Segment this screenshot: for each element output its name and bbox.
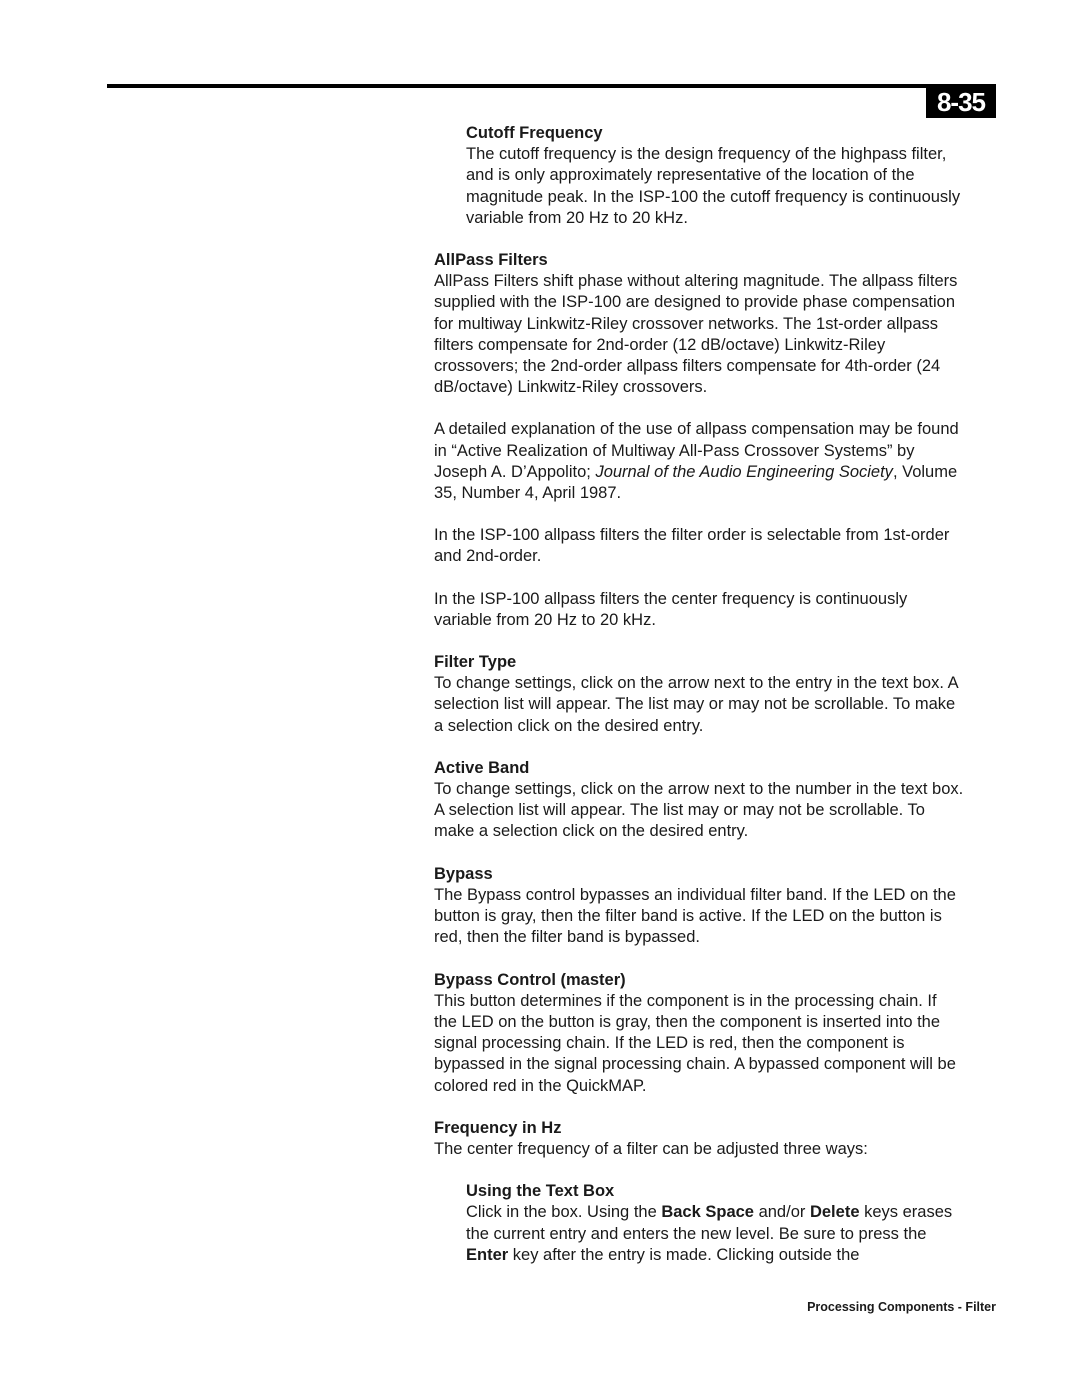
- heading-bypass-control-master: Bypass Control (master): [434, 970, 626, 989]
- page-number: 8-35: [926, 86, 996, 118]
- allpass-paragraph-4: In the ISP-100 allpass filters the center frequency is continuously variable from 20 Hz to 20 kHz.: [434, 589, 908, 629]
- journal-citation: Journal of the Audio Engineering Society: [595, 462, 893, 481]
- heading-filter-type: Filter Type: [434, 653, 517, 672]
- heading-using-text-box: Using the Text Box: [466, 1182, 615, 1201]
- enter-key: Enter: [466, 1245, 509, 1264]
- heading-active-band: Active Band: [434, 758, 530, 777]
- allpass-paragraph-2: A detailed explanation of the use of allpass compensation may be found in “Active Realization of Multiway All-Pass Crossover Systems” by Joseph A. D’Appolito; Journal of the Audio Engineering Society, Volume 35, Number 4, April 1987.: [434, 420, 959, 503]
- delete-key: Delete: [809, 1203, 860, 1222]
- heading-cutoff-frequency: Cutoff Frequency: [466, 124, 603, 142]
- allpass-paragraph-1: AllPass Filters shift phase without altering magnitude. The allpass filters supplied with the ISP-100 are designed to provide phase compensation for multiway Linkwitz-Riley crossover networks. The 1st-order allpass filters compensate for 2nd-order (12 dB/octave) Linkwitz-Riley crossovers; the 2nd-order allpass filters compensate for 4th-order (24 dB/octave) Linkwitz-Riley crossovers.: [434, 272, 958, 397]
- allpass-paragraph-3: In the ISP-100 allpass filters the filter order is selectable from 1st-order and 2nd-order.: [434, 526, 950, 566]
- cutoff-frequency-body: The cutoff frequency is the design frequency of the highpass filter, and is only approximately representative of the location of the magnitude peak. In the ISP-100 the cutoff frequency is continuously variable from 20 Hz to 20 kHz.: [466, 145, 961, 227]
- section-using-text-box: [466, 1181, 964, 1266]
- header-rule: [107, 84, 996, 88]
- page-footer: Processing Components - Filter: [807, 1300, 996, 1314]
- bypass-control-master-body: This button determines if the component is in the processing chain. If the LED on the button is gray, then the component is inserted into the signal processing chain. If the LED is red, then the component is bypassed in the signal processing chain. A bypassed component will be colored red in the QuickMAP.: [434, 991, 956, 1095]
- frequency-in-hz-body: The center frequency of a filter can be adjusted three ways:: [434, 1139, 868, 1158]
- main-column: [434, 123, 964, 1266]
- heading-bypass: Bypass: [434, 864, 493, 883]
- back-space-key: Back Space: [661, 1203, 754, 1222]
- filter-type-body: To change settings, click on the arrow next to the entry in the text box. A selection list will appear. The list may or may not be scrollable. To make a selection click on the desired entry.: [434, 674, 958, 735]
- active-band-body: To change settings, click on the arrow next to the number in the text box. A selection list will appear. The list may or may not be scrollable. To make a selection click on the desired entry.: [434, 780, 964, 841]
- using-text-box-body: Click in the box. Using the Back Space and/or Delete keys erases the current entry and enters the new level. Be sure to press the Enter key after the entry is made. Clicking outside the: [466, 1203, 953, 1264]
- heading-frequency-in-hz: Frequency in Hz: [434, 1118, 562, 1137]
- bypass-body: The Bypass control bypasses an individual filter band. If the LED on the button is gray, then the filter band is active. If the LED on the button is red, then the filter band is bypassed.: [434, 885, 956, 947]
- section-cutoff-frequency: [466, 123, 964, 229]
- heading-allpass-filters: AllPass Filters: [434, 251, 548, 270]
